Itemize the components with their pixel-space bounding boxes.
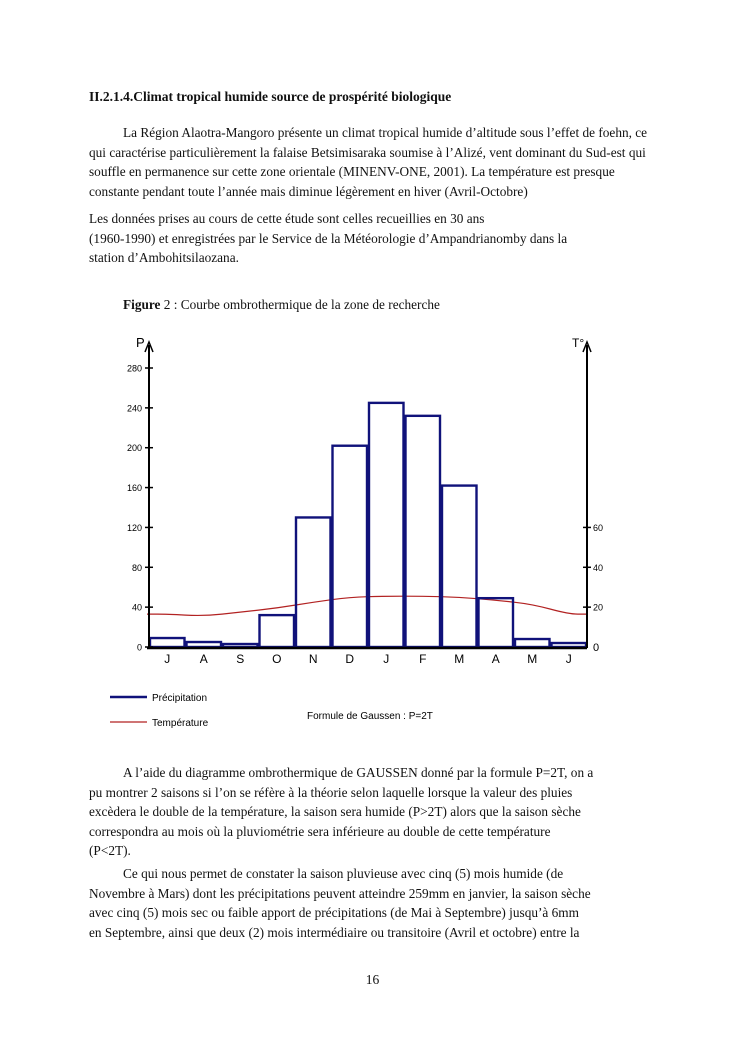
month-label: J [565, 652, 572, 666]
left-tick-label: 200 [126, 443, 142, 454]
precipitation-bar [296, 517, 331, 647]
month-label: J [164, 652, 171, 666]
month-label: F [419, 652, 427, 666]
month-label: D [345, 652, 355, 666]
figure-caption-text: : Courbe ombrothermique de la zone de recherche [170, 297, 440, 312]
left-tick-label: 80 [131, 562, 142, 573]
text-line: souffle en permanence sur cette zone orientale (MINENV-ONE, 2001). La température est presque [89, 164, 615, 179]
legend-temperature-label: Température [152, 718, 209, 729]
month-label: A [199, 652, 208, 666]
left-tick-label: 120 [126, 522, 142, 533]
month-label: S [236, 652, 245, 666]
paragraph-data-source [89, 209, 719, 268]
month-label: O [272, 652, 282, 666]
text-line: Les données prises au cours de cette étude sont celles recueillies en 30 ans [89, 211, 485, 226]
precipitation-bar [150, 638, 185, 647]
precipitation-bar [333, 446, 368, 647]
precipitation-bar [479, 598, 514, 647]
right-tick-label: 40 [593, 562, 604, 573]
text-line: (1960-1990) et enregistrées par le Service de la Météorologie d’Ampandrianomby dans la [89, 230, 568, 246]
precipitation-bar [369, 403, 404, 647]
right-axis-label: T° [572, 336, 585, 350]
figure-label: Figure [123, 297, 161, 312]
precipitation-bar [260, 615, 295, 647]
section-heading: II.2.1.4.Climat tropical humide source de prospérité biologique [89, 89, 452, 104]
text-line: constante pendant toute l’année mais diminue légèrement en hiver (Avril-Octobre) [89, 183, 528, 199]
right-zero-label: 0 [593, 642, 600, 654]
month-label: A [491, 652, 500, 666]
page-number: 16 [365, 972, 380, 987]
text-line: correspondra au mois où la pluviométrie sera inférieure au double de cette température [89, 823, 551, 839]
left-tick-label: 0 [136, 642, 142, 653]
text-line: avec cinq (5) mois sec ou faible apport de précipitations (de Mai à Septembre) jusqu’à 6mm [89, 905, 579, 920]
paragraph-climate [89, 123, 719, 201]
formula-note: Formule de Gaussen : P=2T [307, 711, 433, 722]
text-line: en Septembre, ainsi que deux (2) mois intermédiaire ou transitoire (Avril et octobre) entre la [89, 924, 580, 940]
month-label: J [383, 652, 390, 666]
precipitation-bar [187, 642, 222, 647]
text-line: La Région Alaotra-Mangoro présente un climat tropical humide d’altitude sous l’effet de foehn, ce [123, 125, 648, 140]
text-line: Ce qui nous permet de constater la saison pluvieuse avec cinq (5) mois humide (de [123, 866, 564, 881]
ombrothermic-chart [90, 330, 610, 742]
left-tick-label: 240 [126, 403, 142, 414]
precipitation-bar [515, 639, 550, 647]
text-line: excèdera le double de la température, la saison sera humide (P>2T) alors que la saison sèche [89, 804, 581, 819]
text-line: station d’Ambohitsilaozana. [89, 250, 239, 265]
text-line: (P<2T). [89, 843, 131, 858]
text-line: qui caractérise particulièrement la falaise Betsimisaraka soumise à l’Alizé, vent dominant du Sud-est qui [89, 144, 646, 160]
month-label: N [308, 652, 318, 666]
paragraph-gaussen [89, 763, 719, 861]
right-tick-label: 60 [593, 522, 604, 533]
month-label: M [527, 652, 538, 666]
left-tick-label: 40 [131, 602, 142, 613]
precipitation-bar [552, 643, 587, 647]
precipitation-bar [406, 416, 441, 647]
left-tick-label: 280 [126, 363, 142, 374]
left-axis-label: P [136, 335, 145, 350]
precipitation-bar [442, 486, 477, 647]
precipitation-bar [223, 644, 258, 647]
month-label: M [454, 652, 465, 666]
figure-number: 2 [163, 297, 171, 312]
left-tick-label: 160 [126, 483, 142, 494]
figure-caption [123, 297, 440, 313]
text-line: A l’aide du diagramme ombrothermique de GAUSSEN donné par la formule P=2T, on a [123, 765, 594, 780]
legend-precipitation-label: Précipitation [152, 693, 208, 704]
right-tick-label: 20 [593, 602, 604, 613]
text-line: Novembre à Mars) dont les précipitations peuvent atteindre 259mm en janvier, la saison sèche [89, 885, 591, 901]
text-line: pu montrer 2 saisons si l’on se réfère à la théorie selon laquelle lorsque la valeur des pluies [89, 784, 573, 800]
paragraph-seasons [89, 864, 719, 942]
